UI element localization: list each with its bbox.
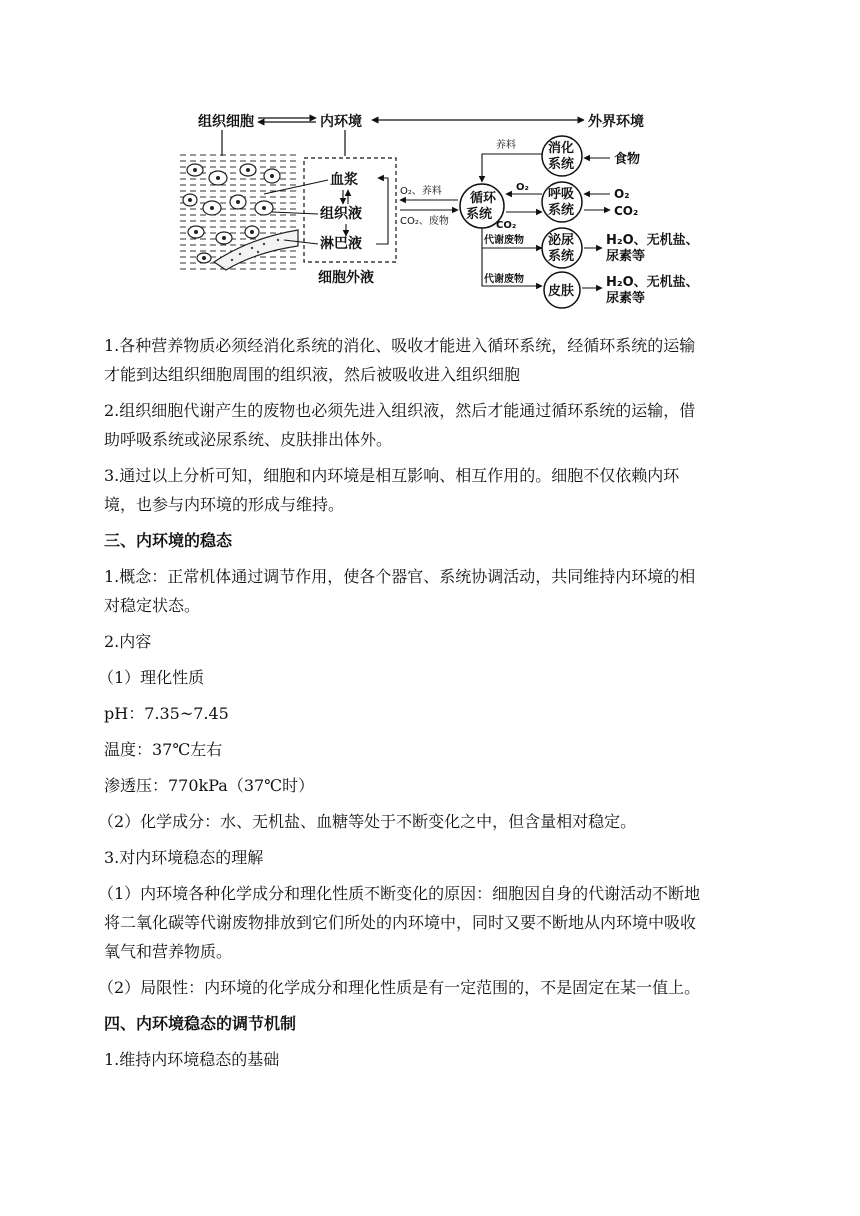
- metabolic-waste-2-label: 代谢废物: [484, 274, 524, 285]
- internal-env-label: 内环境: [320, 114, 362, 130]
- interstitial-fluid-label: 组织液: [320, 206, 362, 222]
- lymph-label: 淋巴液: [320, 236, 362, 252]
- o2-nutrients-label: O₂、养料: [400, 186, 442, 197]
- circulatory-line1: 循环: [470, 191, 497, 206]
- top-arrows: [222, 118, 584, 156]
- external-env-label: 外界环境: [588, 114, 644, 130]
- understanding-1-line-3: 氧气和营养物质。: [104, 942, 233, 961]
- respiratory-line1: 呼吸: [548, 187, 575, 202]
- paragraph-3-line-1: 3.通过以上分析可知，细胞和内环境是相互影响、相互作用的。细胞不仅依赖内环: [104, 466, 680, 485]
- chemical-composition-line: （2）化学成分：水、无机盐、血糖等处于不断变化之中，但含量相对稳定。: [98, 812, 637, 831]
- paragraph-1-line-2: 才能到达组织细胞周围的组织液，然后被吸收进入组织细胞: [104, 365, 521, 384]
- digestive-line1: 消化: [548, 141, 575, 156]
- urinary-output-line1: H₂O、无机盐、: [606, 233, 699, 248]
- understanding-2-line: （2）局限性：内环境的化学成分和理化性质是有一定范围的，不是固定在某一值上。: [98, 978, 701, 997]
- extracellular-fluid-label: 细胞外液: [318, 270, 374, 286]
- urinary-line2: 系统: [548, 249, 575, 264]
- paragraph-2-line-1: 2.组织细胞代谢产生的废物也必须先进入组织液，然后才能通过循环系统的运输，借: [104, 401, 696, 420]
- tissue-illustration: [178, 154, 298, 272]
- co2-waste-label: CO₂、废物: [400, 216, 449, 227]
- exchange-arrows: [400, 200, 458, 210]
- internal-environment-diagram: [160, 98, 720, 320]
- urinary-line1: 泌尿: [548, 233, 575, 248]
- osmotic-pressure-line: 渗透压：770kPa（37℃时）: [104, 776, 315, 795]
- skin-output-line2: 尿素等: [606, 291, 646, 306]
- co2-mid-label: CO₂: [496, 220, 517, 231]
- document-body: [98, 331, 764, 1074]
- nutrients-label: 养料: [496, 140, 516, 151]
- temperature-line: 温度：37℃左右: [104, 740, 223, 759]
- circulatory-line2: 系统: [466, 207, 493, 222]
- section-3-heading: 三、内环境的稳态: [104, 531, 233, 550]
- basis-heading: 1.维持内环境稳态的基础: [104, 1050, 280, 1069]
- respiratory-line2: 系统: [548, 203, 575, 218]
- tissue-cells-label: 组织细胞: [198, 114, 254, 130]
- ph-line: pH：7.35~7.45: [104, 704, 229, 723]
- concept-line-1: 1.概念：正常机体通过调节作用，使各个器官、系统协调活动，共同维持内环境的相: [104, 567, 696, 586]
- urinary-output-line2: 尿素等: [606, 249, 646, 264]
- understanding-1-line-1: （1）内环境各种化学成分和理化性质不断变化的原因：细胞因自身的代谢活动不断地: [98, 884, 701, 903]
- o2-right-label: O₂: [614, 187, 630, 201]
- section-4-heading: 四、内环境稳态的调节机制: [104, 1014, 297, 1033]
- content-heading: 2.内容: [104, 632, 152, 651]
- co2-right-label: CO₂: [614, 204, 639, 218]
- skin-output-line1: H₂O、无机盐、: [606, 275, 699, 290]
- paragraph-3-line-2: 境，也参与内环境的形成与维持。: [104, 495, 345, 514]
- concept-line-2: 对稳定状态。: [104, 596, 201, 615]
- paragraph-2-line-2: 助呼吸系统或泌尿系统、皮肤排出体外。: [104, 430, 393, 449]
- food-label: 食物: [614, 152, 641, 167]
- metabolic-waste-1-label: 代谢废物: [484, 235, 524, 246]
- plasma-label: 血浆: [330, 172, 358, 188]
- understanding-1-line-2: 将二氧化碳等代谢废物排放到它们所处的内环境中，同时又要不断地从内环境中吸收: [104, 913, 697, 932]
- skin-label: 皮肤: [548, 284, 575, 299]
- paragraph-1-line-1: 1.各种营养物质必须经消化系统的消化、吸收才能进入循环系统，经循环系统的运输: [104, 336, 696, 355]
- digestive-line2: 系统: [548, 157, 575, 172]
- physicochemical-heading: （1）理化性质: [98, 668, 205, 687]
- o2-mid-label: O₂: [516, 182, 529, 193]
- understanding-heading: 3.对内环境稳态的理解: [104, 848, 264, 867]
